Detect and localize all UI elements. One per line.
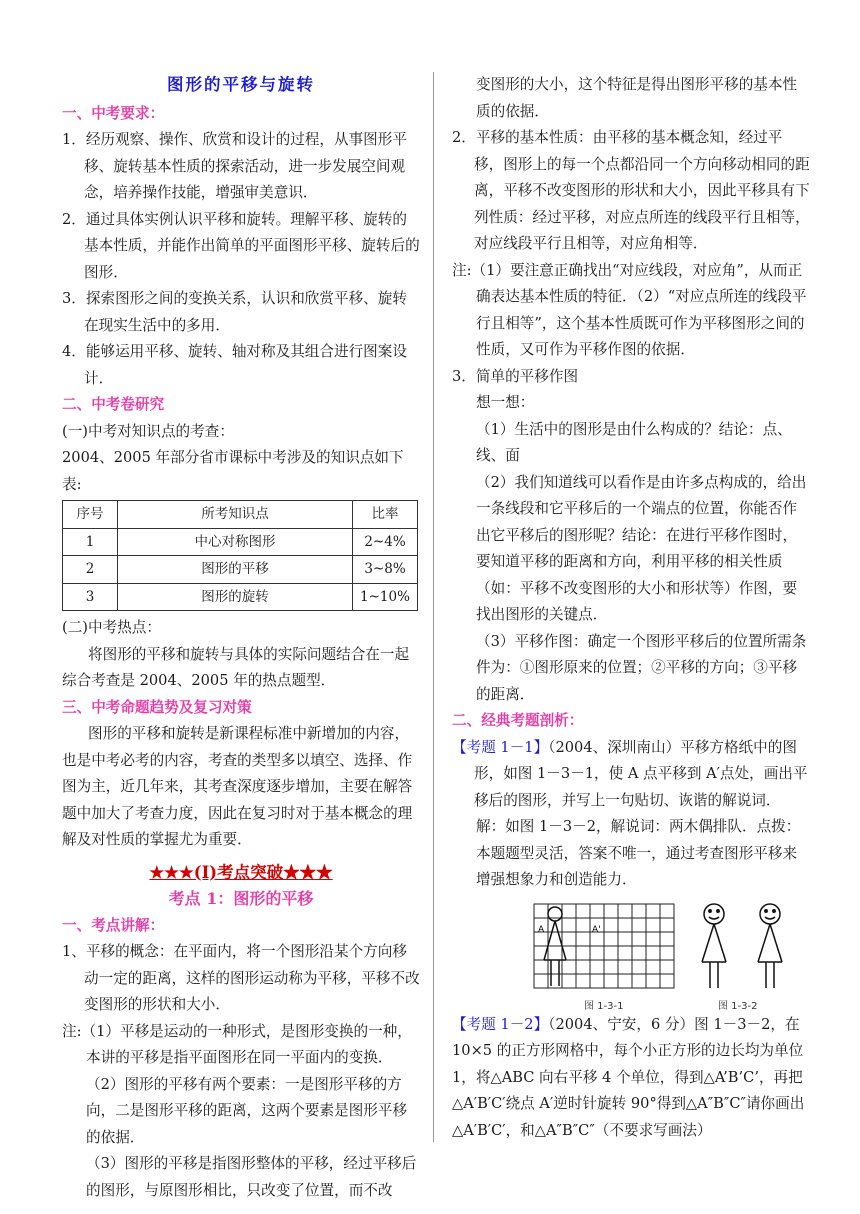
section-explanation: 一、考点讲解： <box>62 916 165 934</box>
question-1: （1）生活中的图形是由什么构成的？结论：点、线、面 <box>476 420 792 464</box>
problem-1-2 <box>452 1012 810 1145</box>
problem-1-1-solution: 解：如图 1－3－2，解说词：两木偶排队．点拨：本题题型灵活，答案不唯一，通过考查图形平移来增强想象力和创造能力． <box>476 818 801 888</box>
th-index: 序号 <box>63 501 118 529</box>
cell-index: 2 <box>63 556 118 584</box>
req-item-2: 2．通过具体实例认识平移和旋转。理解平移、旋转的基本性质，并能作出简单的平面图形平移、旋转后的图形． <box>62 210 420 281</box>
sub-knowledge: (一)中考对知识点的考查： <box>62 422 234 440</box>
req-item-4: 4．能够运用平移、旋转、轴对称及其组合进行图案设计． <box>62 343 407 387</box>
cell-index: 1 <box>63 528 118 556</box>
note-2: （2）图形的平移有两个要素：一是图形平移的方向，二是图形平移的距离，这两个要素是图形平移的依据． <box>86 1075 408 1146</box>
point-a-label: A <box>538 924 545 935</box>
property-text: 2．平移的基本性质：由平移的基本概念知，经过平移，图形上的每一个点都沿同一个方向移动相同的距离，平移不改变图形的形状和大小，因此平移具有下列性质：经过平移，对应点所连的线段平行且相等，对应线段平行且相等，对应角相等． <box>452 129 810 252</box>
note-1: 注:（1）平移是运动的一种形式，是图形变换的一种，本讲的平移是指平面图形在同一平面内的变换． <box>62 1022 412 1066</box>
hotspot-text: 将图形的平移和旋转与具体的实际问题结合在一起综合考查是 2004、2005 年的热点题型． <box>62 645 410 689</box>
table-row <box>63 556 418 584</box>
req-item-3: 3．探索图形之间的变换关系，认识和欣赏平移、旋转在现实生活中的多用． <box>62 290 407 334</box>
problem-1-1 <box>452 735 810 815</box>
table-row <box>63 528 418 556</box>
cell-ratio: 1~10% <box>353 583 418 611</box>
section-exam-research: 二、中考卷研究 <box>62 396 165 413</box>
question-3: （3）平移作图：确定一个图形平移后的位置所需条件为：①图形原来的位置；②平移的方向；③平移的距离． <box>476 632 807 703</box>
breakthrough-banner <box>62 860 420 887</box>
figures-area <box>452 900 810 1010</box>
puppet-right <box>758 904 782 988</box>
page-title: 图形的平移与旋转 <box>167 75 315 94</box>
table-header-row <box>63 501 418 529</box>
th-ratio: 比率 <box>353 501 418 529</box>
column-divider <box>433 72 434 1142</box>
problem-1-2-tag: 【考题 1－2】 <box>452 1015 549 1033</box>
question-2: （2）我们知道线可以看作是由许多点构成的，给出一条线段和它平移后的一个端点的位置，你能否作出它平移后的图形呢？结论：在进行平移作图时，要知道平移的距离和方向，利用平移的相关性质（如：平移不改变图形的大小和形状等）作图，要找出图形的关键点． <box>476 473 807 623</box>
table-intro: 2004、2005 年部分省市课标中考涉及的知识点如下表: <box>62 449 404 493</box>
drawing-heading: 3．简单的平移作图 <box>452 367 579 385</box>
topic-heading: 考点 1：图形的平移 <box>168 889 314 908</box>
problem-1-2-text: （2004、宁安，6 分）图 1－3－2，在 10×5 的正方形网格中，每个小正方形的边长均为单位 1，将△ABC 向右平移 4 个单位，得到△A’B’C’，再把△A′B′C′绕点 A′逆时针旋转 90°得到△A″B″C″请你画出△A′B′C′，和△A″B″C″（不要求写画法） <box>452 1015 805 1139</box>
continued-text: 变图形的大小，这个特征是得出图形平移的基本性质的依据． <box>476 76 798 120</box>
left-column <box>62 72 420 1204</box>
concept-text: 1、平移的概念：在平面内，将一个图形沿某个方向移动一定的距离，这样的图形运动称为平移，平移不改变图形的形状和大小． <box>62 943 420 1013</box>
right-column <box>452 72 810 1144</box>
figure-1-caption: 图 1-3-1 <box>584 1000 624 1012</box>
figure-2-caption: 图 1-3-2 <box>718 1000 758 1012</box>
section-trend: 三、中考命题趋势及复习对策 <box>62 698 252 716</box>
point-a-prime-label: A' <box>592 924 601 935</box>
sub-hotspot: (二)中考热点： <box>62 619 161 636</box>
think-label: 想一想： <box>476 394 535 411</box>
cell-topic: 图形的平移 <box>118 556 353 584</box>
cell-index: 3 <box>63 583 118 611</box>
problem-1-1-tag: 【考题 1－1】 <box>452 738 549 756</box>
knowledge-table <box>62 500 418 611</box>
property-note: 注:（1）要注意正确找出“对应线段，对应角”，从而正确表达基本性质的特征．（2）“对应点所连的线段平行且相等”，这个基本性质既可作为平移图形之间的性质，又可作为平移作图的依据． <box>452 261 807 358</box>
cell-topic: 中心对称图形 <box>118 528 353 556</box>
cell-ratio: 2~4% <box>353 528 418 556</box>
breakthrough-banner-text: ★★★(I)考点突破★★★ <box>149 862 333 882</box>
section-classic-problems: 二、经典考题剖析： <box>452 712 584 729</box>
cell-ratio: 3~8% <box>353 556 418 584</box>
req-item-1: 1．经历观察、操作、欣赏和设计的过程，从事图形平移、旋转基本性质的探索活动，进一步发展空间观念，培养操作技能，增强审美意识． <box>62 131 407 201</box>
grid-paper <box>534 904 674 988</box>
problem-1-1-text: （2004、深圳南山）平移方格纸中的图形，如图 1－3－1，使 A 点平移到 A′点处，画出平移后的图形，并写上一句贴切、诙谐的解说词． <box>474 738 808 809</box>
cell-topic: 图形的旋转 <box>118 583 353 611</box>
th-topic: 所考知识点 <box>118 501 353 529</box>
trend-text: 图形的平移和旋转是新课程标准中新增加的内容，也是中考必考的内容，考查的类型多以填空、选择、作图为主，近几年来，其考查深度逐步增加，主要在解答题中加大了考查力度，因此在复习时对于基本概念的理解及对性质的掌握尤为重要． <box>62 725 413 848</box>
puppet-left <box>702 904 726 988</box>
section-requirements: 一、中考要求： <box>62 104 165 122</box>
note-3: （3）图形的平移是指图形整体的平移，经过平移后的图形，与原图形相比，只改变了位置，而不改 <box>86 1155 417 1199</box>
table-row <box>63 583 418 611</box>
